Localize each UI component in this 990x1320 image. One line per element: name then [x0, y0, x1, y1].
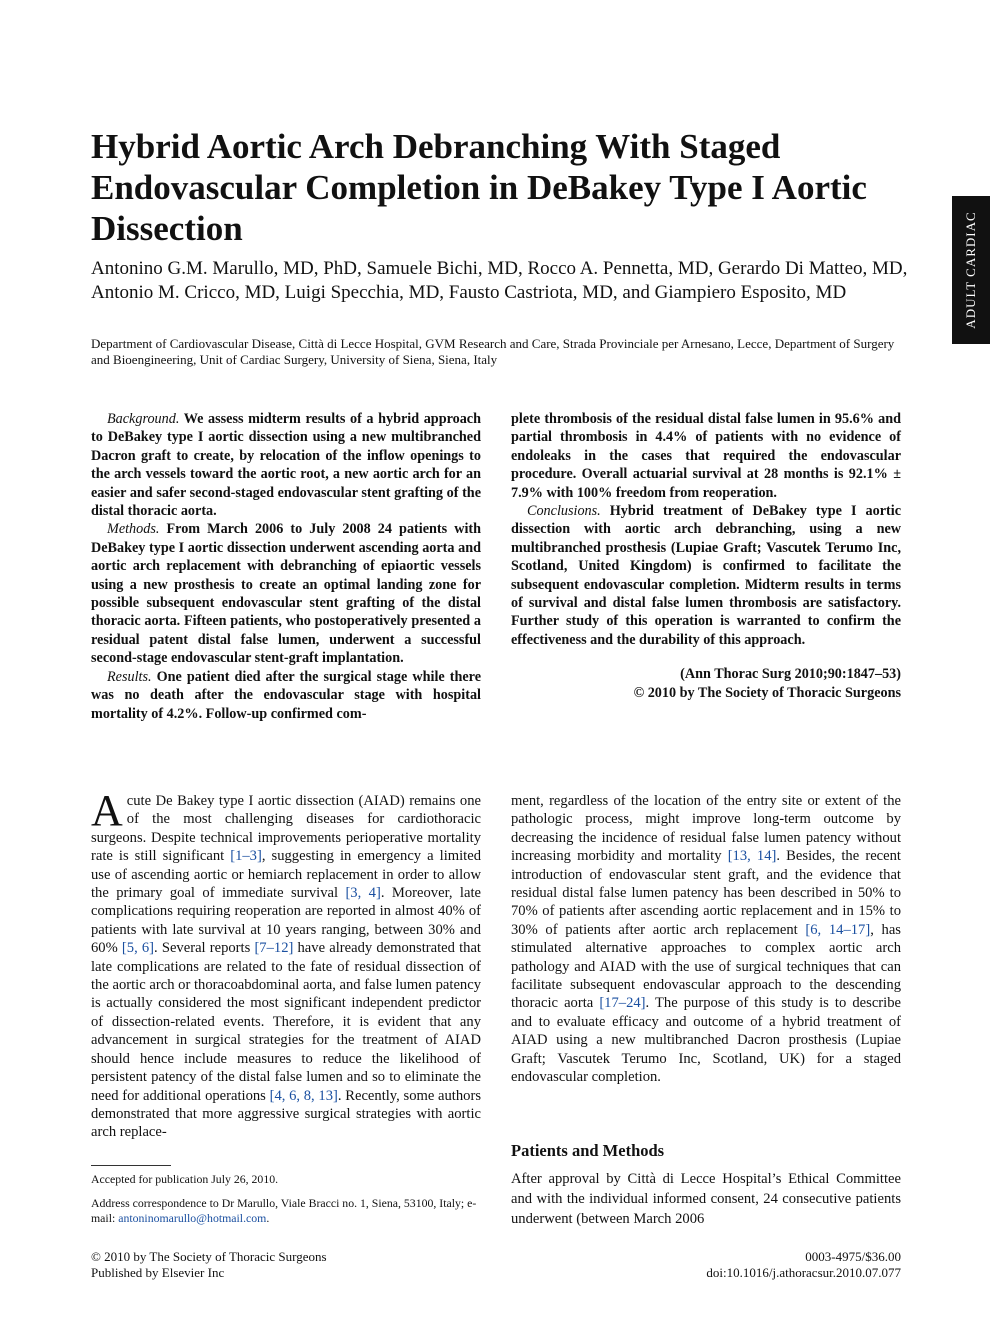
article-title: Hybrid Aortic Arch Debranching With Staged Endovascular Completion in DeBakey Type I Aortic Dissection	[91, 127, 867, 248]
author-list: Antonino G.M. Marullo, MD, PhD, Samuele Bichi, MD, Rocco A. Pennetta, MD, Gerardo Di Matteo, MD, Antonio M. Cricco, MD, Luigi Specchia, MD, Fausto Castriota, MD, and Giampiero Esposito, MD	[91, 258, 908, 303]
body-text: . The purpose of this study is to describe and to evaluate efficacy and outcome of a hybrid treatment of AIAD using a new multibranched Dacron prosthesis (Lupiae Graft; Vascutek Terumo Inc, Scotland, UK) for a staged endovascular completion.	[511, 995, 901, 1086]
abstract-label: Background.	[107, 411, 180, 427]
abstract-right-column	[511, 410, 901, 702]
body-text: , has stimulated alternative approaches to complex aortic arch pathology and AIAD with the use of surgical techniques that can facilitate subsequent endovascular approach to the descending thoracic aorta	[511, 921, 901, 1012]
reference-link[interactable]: [6, 14–17]	[805, 921, 871, 938]
section-heading: Patients and Methods	[511, 1141, 665, 1160]
abstract-label: Methods.	[107, 521, 160, 538]
footer-left	[91, 1249, 327, 1281]
body-text: cute De Bakey type I aortic dissection (AIAD) remains one of the most challenging diseases for cardiothoracic surgeons. Despite technical improvements perioperative mortality rate is still significant	[91, 793, 481, 865]
reference-link[interactable]: [3, 4]	[345, 885, 381, 902]
abstract-label: Conclusions.	[527, 503, 601, 520]
drop-cap: A	[91, 786, 123, 835]
reference-link[interactable]: [13, 14]	[727, 848, 777, 865]
reference-link[interactable]: [1–3]	[230, 848, 262, 865]
reference-link[interactable]: [17–24]	[599, 995, 646, 1012]
footnote-text: .	[266, 1211, 270, 1225]
footer-publisher: Published by Elsevier Inc	[91, 1265, 225, 1280]
abstract-text: From March 2006 to July 2008 24 patients with DeBakey type I aortic dissection underwent ascending aorta and aortic arch replacement with debranching of epiaortic vessels using a new prosthesis to create an optimal landing zone for possible subsequent endovascular stent grafting of the distal thoracic aorta. Fifteen patients, who postoperatively presented a residual patent distal false lumen, underwent a successful second-stage endovascular stent-graft implantation.	[91, 521, 482, 667]
footnote-text: Address correspondence to Dr Marullo, Viale Bracci no. 1, Siena, 53100, Italy; e-mail:	[91, 1196, 477, 1225]
abstract-methods	[91, 520, 481, 667]
body-text: . Several reports	[154, 940, 255, 957]
footnote-accepted: Accepted for publication July 26, 2010.	[91, 1172, 279, 1186]
section-tab	[952, 196, 990, 344]
footer-doi: doi:10.1016/j.athoracsur.2010.07.077	[706, 1265, 901, 1280]
reference-link[interactable]: [5, 6]	[121, 940, 155, 957]
abstract-background	[91, 410, 481, 520]
journal-citation: (Ann Thorac Surg 2010;90:1847–53)	[680, 666, 901, 683]
abstract-left-column	[91, 410, 481, 723]
body-text: ment, regardless of the location of the entry site or extent of the pathologic process, might improve long-term outcome by decreasing the incidence of residual false lumen patency without increasing morbidity and mortality	[511, 793, 901, 865]
abstract-copyright: © 2010 by The Society of Thoracic Surgeons	[633, 684, 901, 701]
body-text: . Recently, some authors demonstrated that more aggressive surgical strategies with aortic arch replace-	[91, 1087, 481, 1141]
affiliation: Department of Cardiovascular Disease, Città di Lecce Hospital, GVM Research and Care, Strada Provinciale per Arnesano, Lecce, Department of Surgery and Bioengineering, Unit of Cardiac Surgery, University of Siena, Siena, Italy	[91, 336, 895, 367]
body-text: . Besides, the recent introduction of endovascular stent graft, and the evidence that residual distal false lumen patency has been described in 50% to 70% of patients after ascending aortic replacement and in 15% to 30% of patients after aortic arch replacement	[511, 848, 901, 938]
abstract-conclusions	[511, 502, 901, 649]
email-link[interactable]: antoninomarullo@hotmail.com	[118, 1211, 267, 1225]
abstract-label: Results.	[107, 668, 152, 685]
footer-copyright: © 2010 by The Society of Thoracic Surgeons	[91, 1249, 327, 1264]
body-right-column	[511, 792, 901, 1087]
abstract-results	[91, 668, 481, 723]
footnote-divider	[91, 1165, 171, 1166]
reference-link[interactable]: [4, 6, 8, 13]	[269, 1087, 338, 1104]
abstract-text: Hybrid treatment of DeBakey type I aortic dissection with aortic arch debranching, using a new multibranched prosthesis (Lupiae Graft; Vascutek Terumo Inc, Scotland, United Kingdom) is confirmed to facilitate the subsequent endovascular completion. Midterm results in terms of survival and distal false lumen thrombosis are satisfactory. Further study of this operation is warranted to confirm the effectiveness and the durability of this approach.	[511, 503, 902, 648]
body-left-column	[91, 786, 481, 1142]
section-text: After approval by Città di Lecce Hospital’s Ethical Committee and with the individual informed consent, 24 consecutive patients underwent (between March 2006	[511, 1171, 901, 1227]
body-text: have already demonstrated that late complications are related to the fate of residual dissection of the aortic arch or thoracoabdominal aorta, and false lumen patency is actually considered the most significant independent predictor of dissection-related events. Therefore, it is evident that any advancement in surgical strategies for the treatment of AIAD should hence include measures to reduce the likelihood of persistent patency of the distal false lumen and so to eliminate the need for additional operations	[91, 940, 481, 1104]
section-tab-label: ADULT CARDIAC	[963, 211, 978, 329]
abstract-text: We assess midterm results of a hybrid approach to DeBakey type I aortic dissection using a new multibranched Dacron graft to create, by relocation of the inflow openings to the arch vessels toward the aortic root, a new aortic arch for an easier and safer second-staged endovascular stent grafting of the distal thoracic aorta.	[91, 411, 481, 520]
footnote-address	[91, 1196, 481, 1226]
footer-issn: 0003-4975/$36.00	[805, 1249, 901, 1264]
body-text: , suggesting in emergency a limited use of ascending aortic or hemiarch replacement in order to allow the primary goal of immediate survival	[91, 848, 481, 902]
abstract-text: One patient died after the surgical stage while there was no death after the endovascular stage with hospital mortality of 4.2%. Follow-up confirmed com-	[91, 668, 481, 722]
reference-link[interactable]: [7–12]	[254, 940, 294, 957]
footer-right	[706, 1249, 901, 1281]
body-text: . Moreover, late complications requiring reoperation are reported in almost 40% of patients with late survival at 10 years ranging, between 30% and 60%	[91, 885, 481, 957]
abstract-results-continued: plete thrombosis of the residual distal false lumen in 95.6% and partial thrombosis in 4.4% of patients with no evidence of endoleaks in the cases that required the endovascular procedure. Overall actuarial survival at 28 months is 92.1% ± 7.9% with 100% freedom from reoperation.	[511, 411, 901, 501]
